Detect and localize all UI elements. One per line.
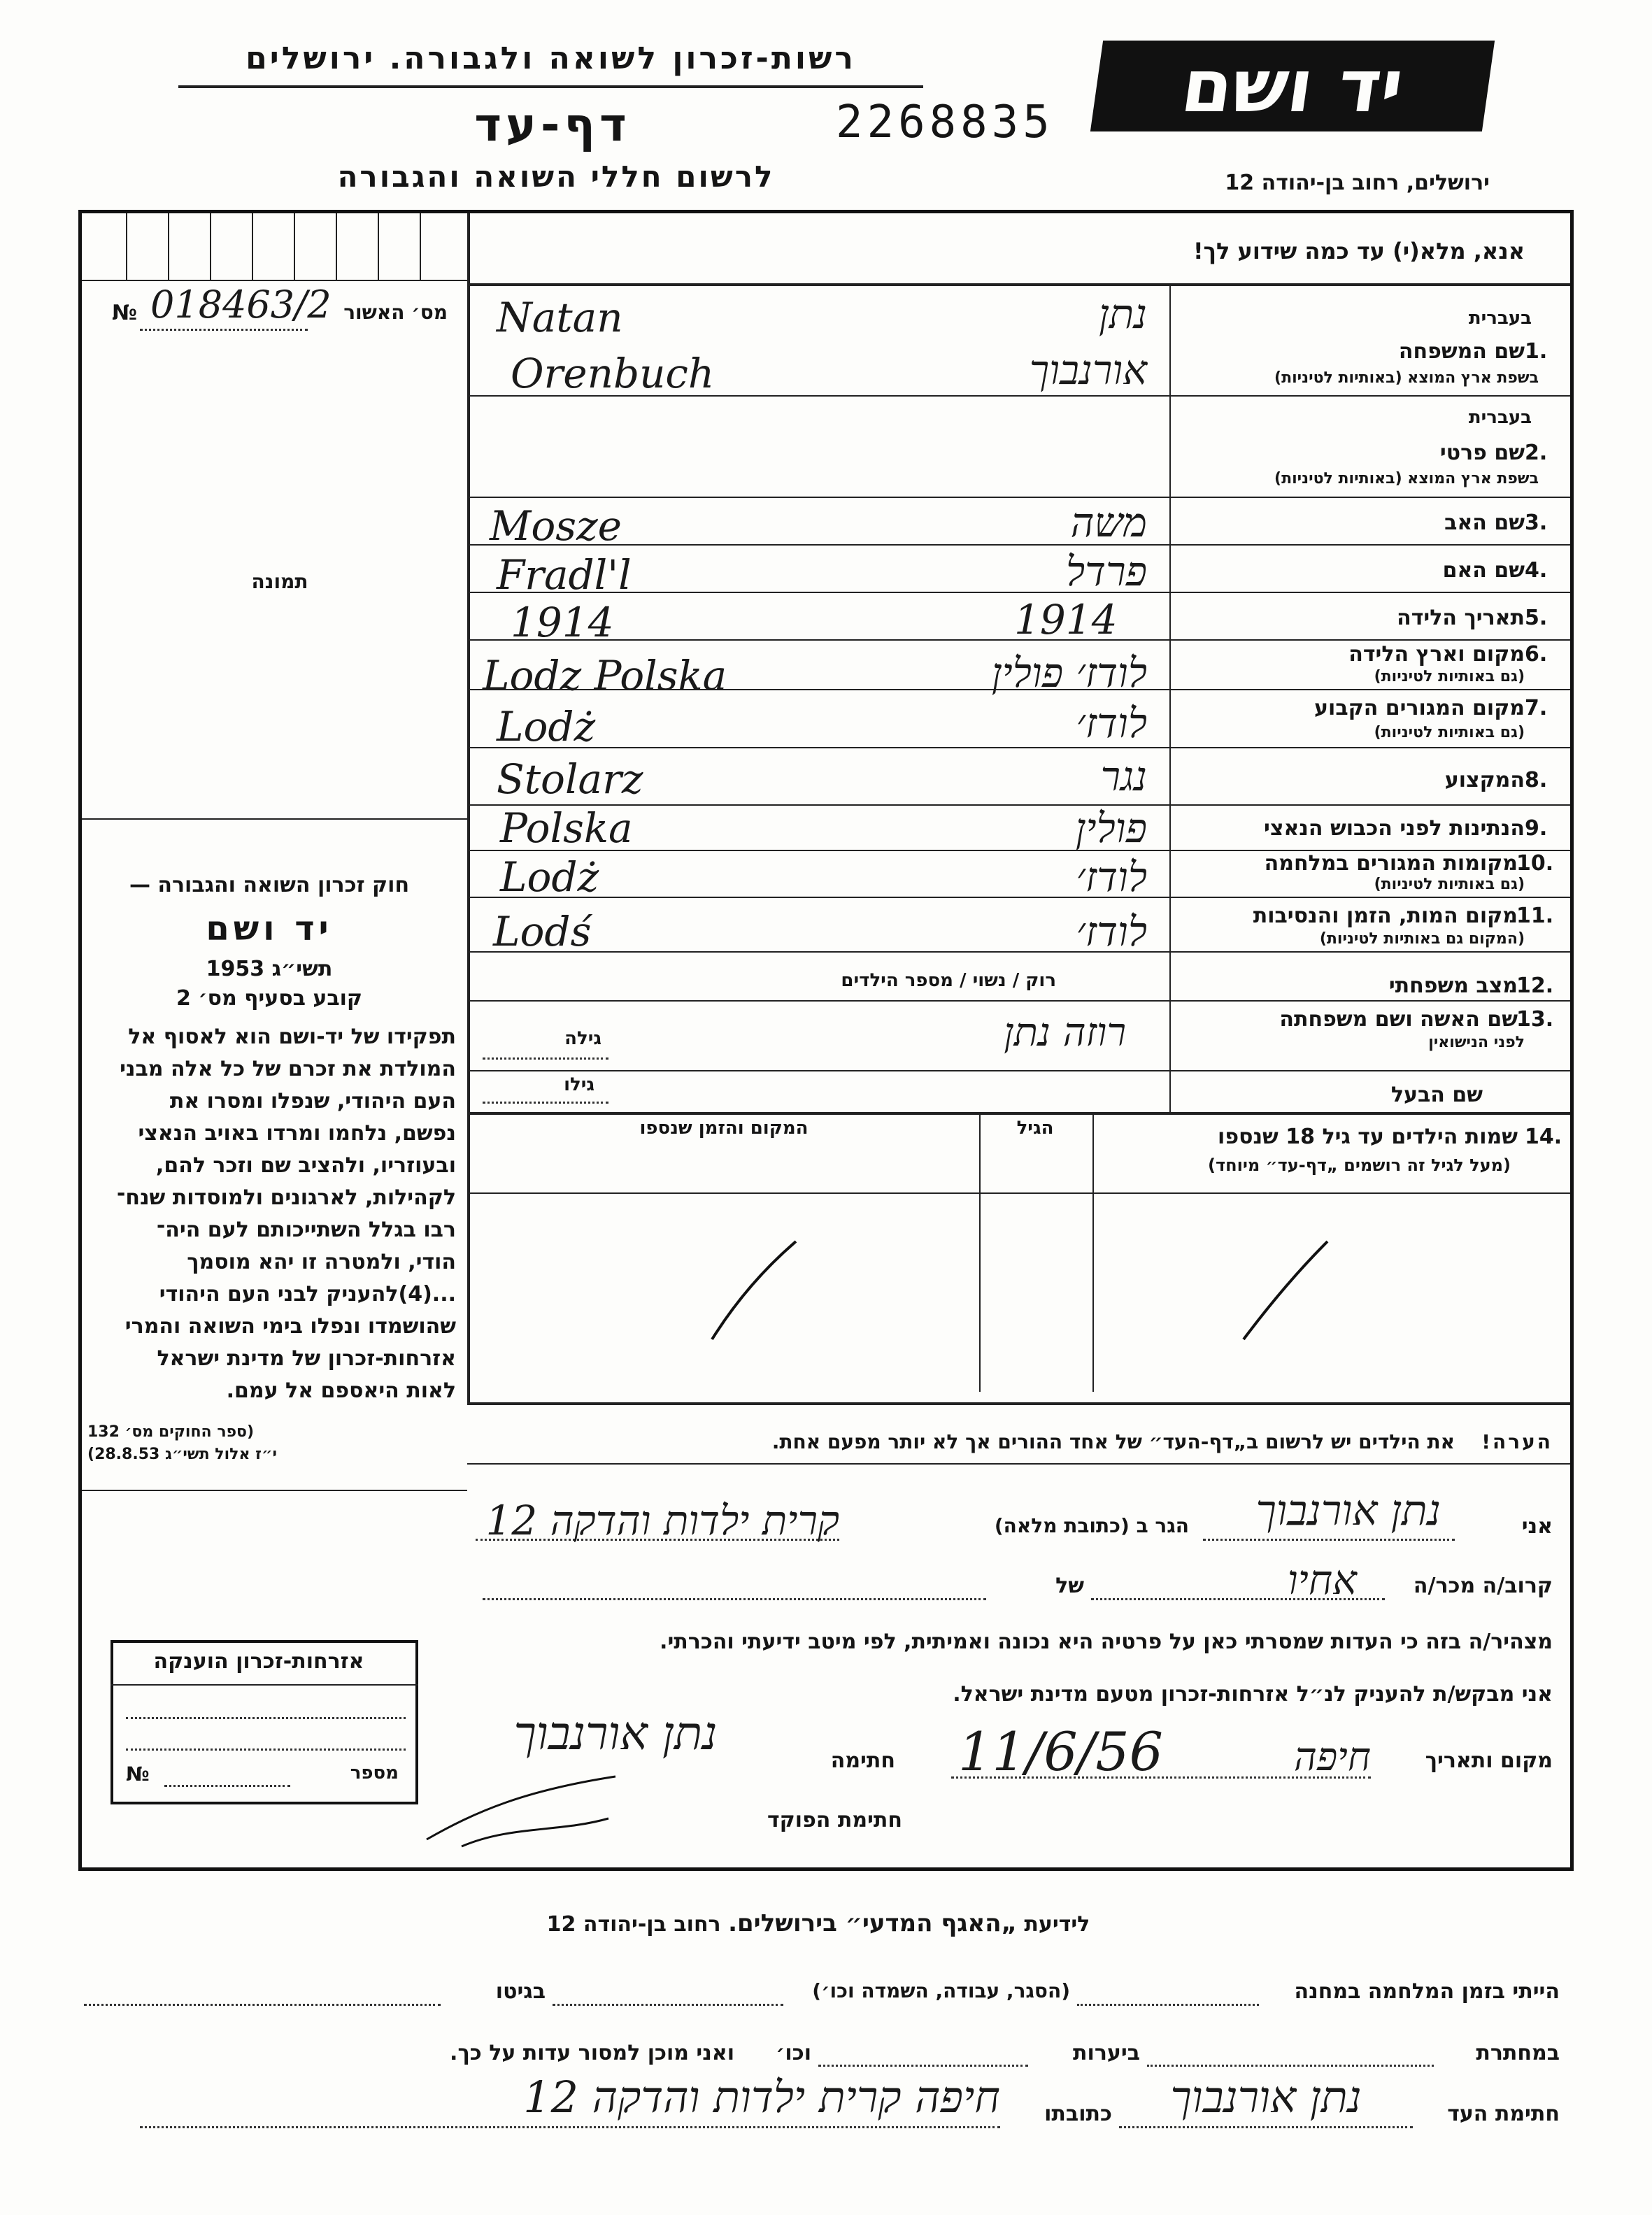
field-10-sub: (גם באותיות לטיניות) bbox=[1374, 876, 1525, 893]
birthdate-hebrew: 1914 bbox=[1014, 596, 1118, 643]
law-text-line: רבו בגלל השתייכותם לעם היה־ bbox=[156, 1218, 456, 1242]
resides-label: הגר ב (כתובת מלאה) bbox=[994, 1514, 1189, 1537]
husband-label: שם הבעל bbox=[1390, 1083, 1483, 1107]
declarant-signature: נתן אורנבוך bbox=[513, 1707, 718, 1760]
birthplace-hebrew: לודז׳ פולין bbox=[991, 649, 1147, 697]
field-5-label: תאריך הלידה bbox=[1397, 606, 1525, 630]
strike-mark bbox=[1244, 1241, 1327, 1339]
field-1-num: 1. bbox=[1525, 339, 1548, 364]
witness-signature: נתן אורנבוך bbox=[1170, 2072, 1362, 2123]
law-text-line: העם היהודי, שנפלו ומסרו את bbox=[169, 1089, 456, 1113]
field-9-label: הנתינות לפני הכבוש הנאצי bbox=[1264, 816, 1525, 841]
witness-address-dots bbox=[140, 2126, 1000, 2128]
field-1-sub: בשפת ארץ המוצא (באותיות לטיניות) bbox=[1274, 369, 1539, 387]
residence-latin: Lodż bbox=[497, 703, 596, 750]
tick bbox=[420, 213, 421, 280]
witness-address: חיפה קרית ילדות והדקה 12 bbox=[523, 2072, 1000, 2123]
tick bbox=[378, 213, 379, 280]
instruction: אנא, מלא(י) עד כמה שידוע לך! bbox=[1192, 238, 1525, 264]
field-9-num: 9. bbox=[1525, 816, 1548, 841]
testimony-ready-label: ואני מוכן למסור עדות על כך. bbox=[450, 2041, 734, 2065]
bottom-title-pre: לידיעת bbox=[1024, 1912, 1090, 1937]
tick bbox=[126, 213, 127, 280]
residence-hebrew: לודז׳ bbox=[1076, 699, 1147, 747]
field-8-num: 8. bbox=[1525, 768, 1548, 792]
field-2-label: שם פרטי bbox=[1439, 441, 1525, 465]
photo-label: תמונה bbox=[251, 570, 308, 593]
declaration-request: אני מבקש/ת להעניק לנ״ל אזרחות-זכרון מטעם מדינת ישראל. bbox=[953, 1682, 1553, 1707]
law-text-line: נפשם, נלחמו ומרדו באויב הנאצי bbox=[138, 1121, 456, 1146]
birthplace-latin: Lodz Polska bbox=[483, 652, 727, 699]
camp-type-dots bbox=[553, 2004, 783, 2006]
citizenship-no-prefix: № bbox=[126, 1762, 150, 1786]
note-label: הערה! bbox=[1481, 1430, 1553, 1453]
field-2-num: 2. bbox=[1525, 441, 1548, 465]
row-line bbox=[467, 747, 1570, 748]
surname-hebrew: נתן bbox=[1098, 290, 1147, 338]
declarant-i-label: אני bbox=[1521, 1514, 1553, 1539]
relation-value: אחיו bbox=[1287, 1556, 1357, 1604]
label-column-divider bbox=[1169, 283, 1171, 1112]
row-line bbox=[467, 1070, 1570, 1071]
wartime-hebrew: לודז׳ bbox=[1076, 853, 1147, 901]
citizenship-number-label: מספר bbox=[350, 1762, 399, 1783]
field-4-num: 4. bbox=[1525, 558, 1548, 583]
citizenship-number-dots bbox=[164, 1785, 290, 1787]
tick bbox=[168, 213, 169, 280]
law-title: חוק זכרון השואה והגבורה — bbox=[129, 873, 410, 897]
children-num: 14. bbox=[1525, 1125, 1562, 1149]
left-panel-bottom-line bbox=[82, 1490, 467, 1491]
declaration-statement: מצהיר/ה בזה כי העדות שמסרתי כאן על פרטיה היא נכונה ואמיתית, לפי מיטב ידיעתי והכרתי. bbox=[660, 1630, 1553, 1654]
bottom-title bbox=[420, 1909, 1217, 1937]
approval-no-label: מס׳ האשור bbox=[343, 301, 448, 324]
wife-name: רוזה נתן bbox=[1004, 1010, 1126, 1055]
field-7-sub: (גם באותיות לטיניות) bbox=[1374, 724, 1525, 741]
field-10-label: מקומות המגורים במלחמה bbox=[1264, 851, 1518, 876]
law-clause: קובע בסעיף מס׳ 2 bbox=[176, 986, 363, 1011]
declarant-name: נתן אורנבוך bbox=[1255, 1486, 1441, 1535]
children-age-header: הגיל bbox=[1016, 1118, 1054, 1139]
citizenship-title: אזרחות-זכרון הוענקה bbox=[153, 1649, 364, 1674]
field-7-label: מקום המגורים הקבוע bbox=[1314, 696, 1525, 720]
father-latin: Mosze bbox=[490, 502, 622, 550]
field-6-label: מקום וארץ הלידה bbox=[1348, 642, 1525, 667]
father-hebrew: משה bbox=[1070, 499, 1147, 546]
children-bottom-line bbox=[467, 1402, 1570, 1405]
note-text: את הילדים יש לרשום ב„דף-העד״ של אחד ההורים אך לא יותר מפעם אחת. bbox=[771, 1430, 1455, 1453]
underground-label: במחתרת bbox=[1476, 2041, 1560, 2065]
header-address: ירושלים, רחוב בן-יהודה 12 bbox=[1225, 171, 1490, 195]
ghetto-dots bbox=[84, 2004, 441, 2006]
field-7-num: 7. bbox=[1525, 696, 1548, 720]
children-title: שמות הילדים עד גיל 18 שנספו bbox=[1218, 1125, 1518, 1149]
children-status-label: רוק / נשוי / מספר הילדים bbox=[841, 970, 1056, 991]
law-text-line: לקהילות, לארגונים ולמוסדות שנח־ bbox=[116, 1185, 456, 1210]
declarant-address: קרית ילדות והדקה 12 bbox=[485, 1497, 839, 1544]
signature-label: חתימה bbox=[830, 1749, 895, 1773]
firstname-latin: Orenbuch bbox=[511, 350, 715, 397]
forests-label: ביערות bbox=[1073, 2041, 1140, 2065]
surname-latin: Natan bbox=[497, 294, 623, 341]
field-10-num: 10. bbox=[1516, 851, 1554, 876]
signature-flourish bbox=[420, 1762, 629, 1853]
ghetto-label: בגיטו bbox=[495, 1979, 546, 2004]
law-name: יד ושם bbox=[206, 909, 333, 948]
form-title: דף-עד bbox=[474, 98, 631, 152]
field-3-num: 3. bbox=[1525, 511, 1548, 535]
mother-hebrew: פרדל bbox=[1066, 548, 1147, 595]
witness-address-label: כתובתו bbox=[1044, 2102, 1112, 2126]
camp-line-label: הייתי בזמן המלחמה במחנה bbox=[1294, 1979, 1560, 2004]
camp-dots bbox=[1077, 2004, 1259, 2006]
wartime-latin: Lodż bbox=[500, 853, 599, 901]
strike-mark bbox=[712, 1241, 796, 1339]
witness-signature-dots bbox=[1119, 2126, 1413, 2128]
law-reference-1: (ספר החוקים מס׳ 132 bbox=[87, 1423, 255, 1441]
authority-title: רשות-זכרון לשואה ולגבורה. ירושלים bbox=[245, 41, 856, 76]
field-8-label: המקצוע bbox=[1444, 768, 1525, 792]
age-label-husband: גילו bbox=[564, 1074, 594, 1095]
citizenship-dots bbox=[126, 1717, 406, 1719]
law-text-line: המולדת את זכרם של כל אלה מבני bbox=[120, 1057, 456, 1081]
form-subtitle: לרשום חללי השואה והגבורה bbox=[337, 159, 775, 194]
etc-label: וכו׳ bbox=[776, 2041, 811, 2065]
field-13-label: שם האשה ושם משפחתה bbox=[1279, 1007, 1518, 1032]
field-13-sub: לפני הנישואין bbox=[1428, 1034, 1525, 1051]
note-line bbox=[467, 1463, 1570, 1465]
field-5-num: 5. bbox=[1525, 606, 1548, 630]
bottom-title-addr: רחוב בן-יהודה 12 bbox=[546, 1912, 721, 1937]
field-6-num: 6. bbox=[1525, 642, 1548, 667]
law-text bbox=[85, 1021, 456, 1407]
approval-no-value: 018463/2 bbox=[150, 283, 332, 327]
tick-row-line bbox=[82, 280, 467, 281]
law-text-line: לאות היאספם אל עמם. bbox=[226, 1379, 456, 1403]
field-11-sub: (המקום גם באותיות לטיניות) bbox=[1319, 930, 1525, 948]
law-text-line: שהושמדו ונפלו בימי השואה והמרי bbox=[124, 1314, 456, 1339]
death-hebrew: לודז׳ bbox=[1076, 908, 1147, 955]
age-dots bbox=[483, 1057, 608, 1060]
relative-label: קרוב/ה מכר/ה bbox=[1413, 1574, 1553, 1598]
occupation-latin: Stolarz bbox=[497, 755, 643, 803]
declarant-dots bbox=[1203, 1539, 1455, 1541]
law-text-line: הודי, ולמטרה זו יהא מוסמך bbox=[187, 1250, 456, 1274]
tick bbox=[210, 213, 211, 280]
field-13-num: 13. bbox=[1516, 1007, 1554, 1032]
nationality-hebrew: פולין bbox=[1075, 804, 1147, 852]
children-subtitle: (מעל לגיל זה רושמים „דף-עד״ מיוחד) bbox=[1208, 1155, 1511, 1175]
field-3-label: שם האב bbox=[1444, 511, 1525, 535]
field-12-label: מצב משפחתי bbox=[1388, 974, 1518, 998]
photo-bottom-line bbox=[82, 818, 467, 820]
firstname-hebrew: אורנבוך bbox=[1029, 346, 1147, 394]
law-year: תשי״ג 1953 bbox=[206, 957, 333, 981]
witness-signature-label: חתימת העד bbox=[1447, 2102, 1560, 2126]
instruction-line bbox=[467, 283, 1570, 286]
place-date-label: מקום ותאריך bbox=[1425, 1749, 1553, 1773]
row-line bbox=[467, 1112, 1570, 1115]
nationality-latin: Polska bbox=[500, 804, 633, 852]
field-12-num: 12. bbox=[1516, 974, 1554, 998]
underground-dots bbox=[1147, 2065, 1434, 2067]
field-1-label: שם המשפחה bbox=[1398, 339, 1525, 364]
death-latin: Lodś bbox=[493, 908, 592, 955]
citizenship-dots bbox=[126, 1749, 406, 1751]
approval-no-prefix: № bbox=[112, 301, 138, 325]
law-text-line: אזרחות-זכרון של מדינת ישראל bbox=[157, 1346, 456, 1371]
children-place-header: המקום והזמן שנספו bbox=[639, 1118, 809, 1139]
law-text-line: תפקידו של יד-ושם הוא לאסוף אל bbox=[128, 1025, 456, 1049]
yad-vashem-logo: יד ושם bbox=[1090, 41, 1495, 131]
declaration-date: 11/6/56 bbox=[958, 1721, 1163, 1783]
field-2-tag: בעברית bbox=[1468, 407, 1532, 428]
field-11-label: מקום המות, הזמן והנסיבות bbox=[1253, 904, 1518, 928]
occupation-hebrew: נגר bbox=[1100, 753, 1147, 800]
row-line bbox=[467, 1000, 1570, 1002]
mother-latin: Fradl'l bbox=[497, 551, 632, 599]
field-11-num: 11. bbox=[1516, 904, 1554, 928]
field-4-label: שם האם bbox=[1442, 558, 1525, 583]
law-text-line: ובעוזריו, ולהציב שם וזכר להם, bbox=[155, 1153, 456, 1178]
of-label: של bbox=[1055, 1574, 1084, 1598]
of-dots bbox=[483, 1598, 986, 1600]
law-text-line: ...(4)להעניק לבני העם היהודי bbox=[159, 1282, 456, 1306]
citizenship-title-line bbox=[111, 1684, 418, 1686]
declaration-place: חיפה bbox=[1294, 1735, 1371, 1780]
forests-dots bbox=[818, 2065, 1028, 2067]
bottom-title-org: „האגף המדעי״ בירושלים. bbox=[728, 1909, 1017, 1937]
tick bbox=[294, 213, 295, 280]
tick bbox=[252, 213, 253, 280]
camp-type-label: (הסגר, עבודה, השמדה וכו׳) bbox=[812, 1979, 1070, 2002]
approval-no-dots bbox=[140, 329, 308, 331]
children-strike-marks bbox=[467, 1192, 1572, 1402]
row-line bbox=[467, 497, 1570, 498]
age-dots bbox=[483, 1102, 608, 1104]
law-reference-2: י״ז אלול תשי״ג 28.8.53) bbox=[87, 1446, 278, 1463]
authority-underline bbox=[178, 85, 923, 88]
tick bbox=[336, 213, 337, 280]
age-label-wife: גילה bbox=[564, 1028, 601, 1049]
field-6-sub: (גם באותיות לטיניות) bbox=[1374, 668, 1525, 685]
birthdate-latin: 1914 bbox=[511, 599, 614, 646]
page-number: 2268835 bbox=[836, 97, 1054, 148]
officer-signature-label: חתימת הפוקד bbox=[767, 1808, 902, 1832]
field-1-tag: בעברית bbox=[1468, 308, 1532, 329]
field-2-sub: בשפת ארץ המוצא (באותיות לטיניות) bbox=[1274, 470, 1539, 487]
